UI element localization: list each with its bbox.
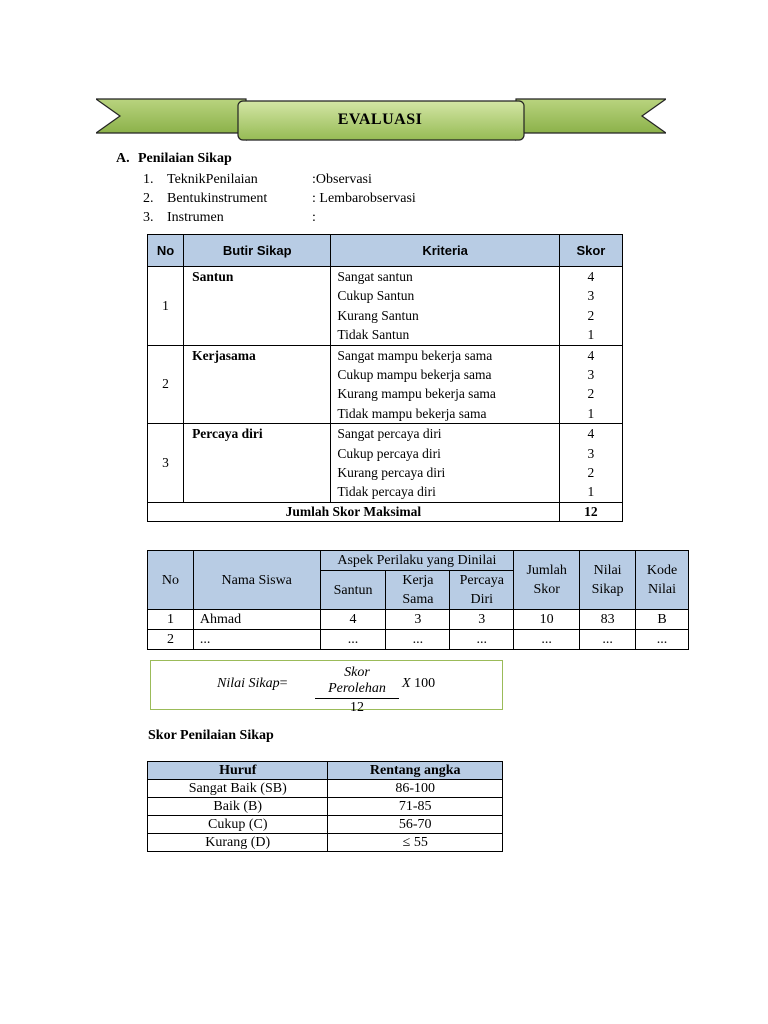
row-number: 2 bbox=[148, 345, 184, 424]
column-header bbox=[636, 551, 689, 610]
table-header-row bbox=[148, 235, 623, 267]
list-value: : bbox=[312, 210, 316, 225]
table-header-row bbox=[148, 551, 689, 571]
table-cell: 3 bbox=[386, 610, 450, 630]
header-text: Kode bbox=[646, 563, 678, 578]
header-text: Skor bbox=[533, 582, 560, 597]
table-cell: Kurang (D) bbox=[148, 834, 328, 852]
table-row bbox=[148, 424, 623, 503]
section-letter: A. bbox=[116, 151, 130, 166]
formula-factor: 100 bbox=[414, 676, 436, 691]
header-text: Nilai bbox=[648, 582, 677, 597]
criteria-text: Tidak percaya diri bbox=[337, 484, 436, 500]
row-number: 3 bbox=[148, 424, 184, 503]
criteria-text: Sangat mampu bekerja sama bbox=[337, 347, 493, 363]
criteria-text: Kurang percaya diri bbox=[337, 465, 446, 481]
column-header: Butir Sikap bbox=[184, 235, 331, 267]
table-row bbox=[148, 630, 689, 650]
score-range-table bbox=[147, 761, 503, 852]
list-value: : Lembarobservasi bbox=[312, 191, 416, 206]
column-header bbox=[450, 571, 514, 610]
score-value: 2 bbox=[587, 465, 595, 481]
score-value: 1 bbox=[587, 327, 595, 343]
table-cell: ... bbox=[386, 630, 450, 650]
table-cell: ... bbox=[193, 630, 320, 650]
score-value: 3 bbox=[587, 367, 595, 383]
table-cell: ... bbox=[636, 630, 689, 650]
criteria-text: Kurang mampu bekerja sama bbox=[337, 386, 496, 402]
criteria-text: Cukup percaya diri bbox=[337, 445, 441, 461]
score-value: 2 bbox=[587, 307, 595, 323]
score-cell bbox=[559, 345, 622, 424]
attitude-item: Percaya diri bbox=[184, 424, 331, 503]
table-cell: 3 bbox=[450, 610, 514, 630]
header-text: Percaya bbox=[459, 573, 504, 588]
table-cell: Sangat Baik (SB) bbox=[148, 780, 328, 798]
table-footer-row bbox=[148, 502, 623, 521]
formula-equals: = bbox=[279, 676, 288, 691]
formula-rhs bbox=[402, 676, 435, 692]
table-row bbox=[148, 267, 623, 346]
table-row bbox=[148, 834, 503, 852]
list-label: Instrumen bbox=[167, 210, 224, 225]
column-header bbox=[514, 551, 580, 610]
header-text: Nilai bbox=[593, 563, 622, 578]
score-cell bbox=[559, 267, 622, 346]
column-header: Aspek Perilaku yang Dinilai bbox=[320, 551, 514, 571]
criteria-cell bbox=[331, 267, 559, 346]
table-cell: 83 bbox=[580, 610, 636, 630]
table-cell: 2 bbox=[148, 630, 194, 650]
list-label: Bentukinstrument bbox=[167, 191, 268, 206]
row-number: 1 bbox=[148, 267, 184, 346]
section-heading bbox=[116, 151, 232, 167]
table-row bbox=[148, 798, 503, 816]
criteria-text: Tidak Santun bbox=[337, 327, 410, 343]
table-cell: Cukup (C) bbox=[148, 816, 328, 834]
max-score-label: Jumlah Skor Maksimal bbox=[148, 502, 560, 521]
header-text: Kerja bbox=[402, 573, 434, 588]
table-row bbox=[148, 345, 623, 424]
criteria-text: Kurang Santun bbox=[337, 307, 419, 323]
header-text: Jumlah bbox=[526, 563, 567, 578]
formula-lhs-text: Nilai Sikap bbox=[217, 676, 280, 691]
header-text: Sama bbox=[402, 592, 434, 607]
table-row bbox=[148, 610, 689, 630]
column-header: Kriteria bbox=[331, 235, 559, 267]
criteria-text: Sangat percaya diri bbox=[337, 426, 442, 442]
list-value: :Observasi bbox=[312, 172, 372, 187]
column-header: No bbox=[148, 235, 184, 267]
criteria-text: Tidak mampu bekerja sama bbox=[337, 405, 487, 421]
criteria-table bbox=[147, 234, 623, 522]
column-header bbox=[386, 571, 450, 610]
table-cell: 71-85 bbox=[328, 798, 503, 816]
table-header-row bbox=[148, 762, 503, 780]
column-header bbox=[580, 551, 636, 610]
formula-lhs bbox=[217, 676, 288, 692]
score-heading: Skor Penilaian Sikap bbox=[148, 728, 274, 743]
list-label: TeknikPenilaian bbox=[167, 172, 258, 187]
table-cell: ≤ 55 bbox=[328, 834, 503, 852]
score-value: 1 bbox=[587, 405, 595, 421]
list-number: 3. bbox=[143, 210, 154, 225]
table-cell: 1 bbox=[148, 610, 194, 630]
table-cell: B bbox=[636, 610, 689, 630]
table-cell: ... bbox=[450, 630, 514, 650]
score-value: 4 bbox=[587, 347, 595, 363]
criteria-text: Sangat santun bbox=[337, 269, 413, 284]
table-cell: Baik (B) bbox=[148, 798, 328, 816]
score-value: 2 bbox=[587, 386, 595, 402]
table-cell: 10 bbox=[514, 610, 580, 630]
score-value: 4 bbox=[587, 269, 595, 284]
table-cell: ... bbox=[320, 630, 386, 650]
column-header: Santun bbox=[320, 571, 386, 610]
table-row bbox=[148, 780, 503, 798]
column-header: No bbox=[148, 551, 194, 610]
column-header: Nama Siswa bbox=[193, 551, 320, 610]
max-score-value: 12 bbox=[559, 502, 622, 521]
student-score-table bbox=[147, 550, 689, 650]
score-value: 3 bbox=[587, 445, 595, 461]
score-formula bbox=[150, 660, 503, 715]
score-value: 1 bbox=[587, 484, 595, 500]
table-cell: Ahmad bbox=[193, 610, 320, 630]
table-cell: 86-100 bbox=[328, 780, 503, 798]
criteria-text: Cukup mampu bekerja sama bbox=[337, 367, 492, 383]
attitude-item: Kerjasama bbox=[184, 345, 331, 424]
table-cell: ... bbox=[514, 630, 580, 650]
table-cell: 56-70 bbox=[328, 816, 503, 834]
list-number: 2. bbox=[143, 191, 154, 206]
column-header: Skor bbox=[559, 235, 622, 267]
score-value: 3 bbox=[587, 288, 595, 304]
score-value: 4 bbox=[587, 426, 595, 442]
table-cell: ... bbox=[580, 630, 636, 650]
criteria-text: Cukup Santun bbox=[337, 288, 415, 304]
page-title: EVALUASI bbox=[337, 111, 423, 128]
column-header: Huruf bbox=[148, 762, 328, 780]
formula-denominator: 12 bbox=[350, 700, 364, 715]
column-header: Rentang angka bbox=[328, 762, 503, 780]
attitude-item: Santun bbox=[184, 267, 331, 346]
score-cell bbox=[559, 424, 622, 503]
criteria-cell bbox=[331, 424, 559, 503]
table-row bbox=[148, 816, 503, 834]
header-text: Diri bbox=[470, 592, 494, 607]
formula-numerator: Skor Perolehan bbox=[315, 665, 399, 699]
section-title: Penilaian Sikap bbox=[138, 151, 232, 166]
list-number: 1. bbox=[143, 172, 154, 187]
criteria-cell bbox=[331, 345, 559, 424]
formula-fraction bbox=[315, 665, 399, 716]
table-cell: 4 bbox=[320, 610, 386, 630]
formula-times: X bbox=[402, 676, 411, 691]
header-text: Sikap bbox=[591, 582, 624, 597]
